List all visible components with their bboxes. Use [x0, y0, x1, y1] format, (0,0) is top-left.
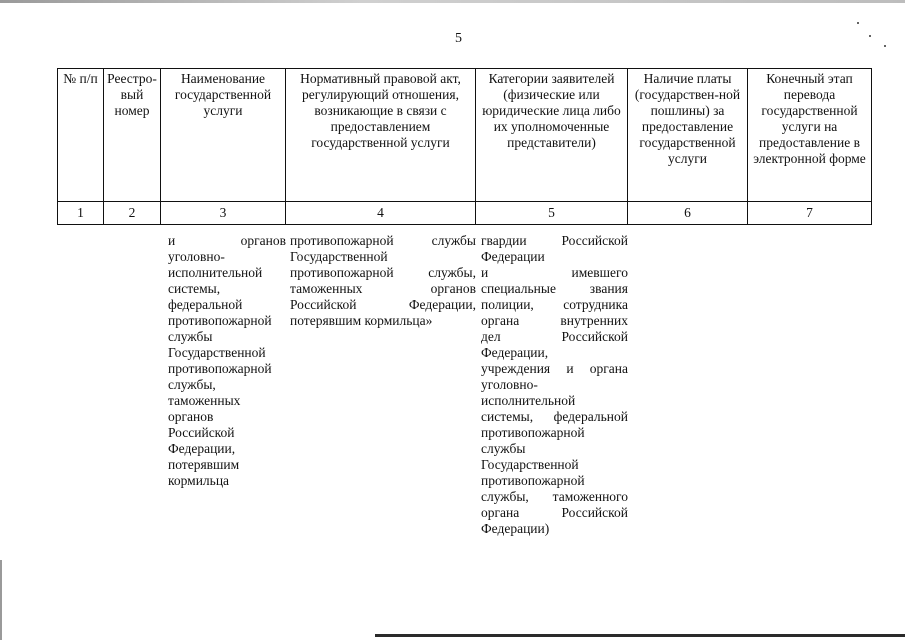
scan-speck — [884, 45, 886, 47]
header-cell-fee: Наличие платы (государствен-ной пошлины) за предоставление государственной услуги — [628, 69, 748, 202]
continuation-legal-act — [290, 233, 476, 329]
text-line: уголовно- — [168, 249, 225, 264]
text-line: и органов — [168, 233, 286, 248]
text-line: противопожарной — [168, 361, 272, 376]
text-line: противопожарной — [481, 473, 585, 488]
text-line: противопожарной — [168, 313, 272, 328]
scan-speck — [857, 22, 859, 24]
text-line: специальные звания — [481, 281, 628, 296]
continuation-applicant-categories — [481, 233, 628, 537]
scan-bottom-edge — [375, 634, 905, 637]
column-number: 6 — [628, 202, 748, 225]
scan-top-edge — [0, 0, 905, 3]
text-line: Федерации) — [481, 521, 550, 536]
continuation-service-name — [168, 233, 286, 489]
text-line: Государственной — [290, 249, 388, 264]
text-line: потерявшим — [168, 457, 240, 472]
text-line: противопожарной службы — [290, 233, 476, 248]
text-line: службы — [168, 329, 213, 344]
text-line: системы, — [168, 281, 221, 296]
page-number: 5 — [455, 31, 462, 46]
text-line: уголовно- — [481, 377, 538, 392]
table-header-row — [58, 69, 872, 202]
text-line: органа Российской — [481, 505, 628, 520]
text-line: Федерации — [481, 249, 545, 264]
text-line: противопожарной — [481, 425, 585, 440]
text-line: системы, федеральной — [481, 409, 628, 424]
header-cell-legal-act: Нормативный правовой акт, регулирующий отношения, возникающие в связи с предоставлением государственной услуги — [286, 69, 476, 202]
header-cell-registry-number: Реестро-вый номер — [104, 69, 161, 202]
text-line: кормильца — [168, 473, 230, 488]
column-number: 4 — [286, 202, 476, 225]
text-line: службы, — [168, 377, 216, 392]
text-line: таможенных органов — [290, 281, 476, 296]
text-line: Федерации, — [481, 345, 549, 360]
text-line: органа внутренних — [481, 313, 628, 328]
text-line: дел Российской — [481, 329, 628, 344]
text-line: Государственной — [168, 345, 266, 360]
text-line: Российской Федерации, — [290, 297, 476, 312]
text-line: исполнительной — [481, 393, 576, 408]
text-line: и имевшего — [481, 265, 628, 280]
column-number: 3 — [161, 202, 286, 225]
text-line: Государственной — [481, 457, 579, 472]
text-line: исполнительной — [168, 265, 263, 280]
header-cell-final-stage: Конечный этап перевода государственной услуги на предоставление в электронной форме — [748, 69, 872, 202]
text-line: полиции, сотрудника — [481, 297, 628, 312]
text-line: службы — [481, 441, 526, 456]
text-line: потерявшим кормильца» — [290, 313, 433, 328]
text-line: Федерации, — [168, 441, 236, 456]
header-cell-service-name: Наименование государственной услуги — [161, 69, 286, 202]
header-cell-applicant-categories: Категории заявителей (физические или юридические лица либо их уполномоченные представители) — [476, 69, 628, 202]
text-line: Российской — [168, 425, 235, 440]
text-line: противопожарной службы, — [290, 265, 476, 280]
text-line: службы, таможенного — [481, 489, 628, 504]
column-number: 1 — [58, 202, 104, 225]
services-table — [57, 68, 872, 225]
scan-left-edge — [0, 560, 2, 640]
column-numbers-row — [58, 202, 872, 225]
text-line: федеральной — [168, 297, 243, 312]
text-line: учреждения и органа — [481, 361, 628, 376]
text-line: органов — [168, 409, 214, 424]
text-line: гвардии Российской — [481, 233, 628, 248]
column-number: 7 — [748, 202, 872, 225]
text-line: таможенных — [168, 393, 241, 408]
header-cell-number: № п/п — [58, 69, 104, 202]
scan-speck — [869, 35, 871, 37]
column-number: 2 — [104, 202, 161, 225]
column-number: 5 — [476, 202, 628, 225]
